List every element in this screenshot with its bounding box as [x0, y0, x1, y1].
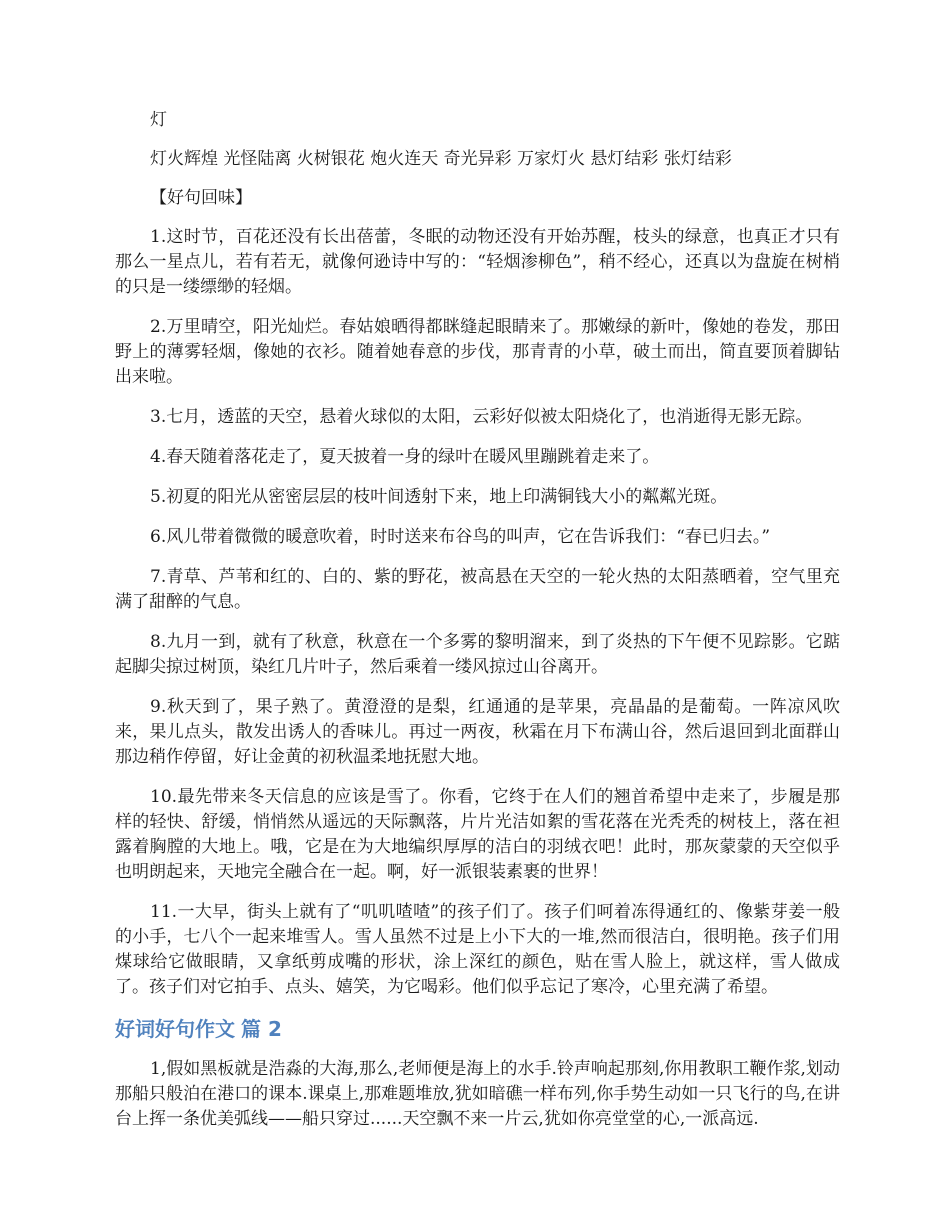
sentence-3: 3.七月，透蓝的天空，悬着火球似的太阳，云彩好似被太阳烧化了，也消逝得无影无踪。: [150, 407, 813, 427]
sentence-2: 2.万里晴空，阳光灿烂。春姑娘晒得都眯缝起眼睛来了。那嫩绿的新叶，像她的卷发，那田野上的薄雾轻烟，像她的衣衫。随着她春意的步伐，那青青的小草，破土而出，简直要顶着脚钻出来啦。: [115, 317, 840, 387]
section-2-heading: [115, 1015, 840, 1043]
sentence-7: 7.青草、芦苇和红的、白的、紫的野花，被高悬在天空的一轮火热的太阳蒸晒着，空气里充满了甜醉的气息。: [115, 567, 840, 612]
words-line: 灯火辉煌 光怪陆离 火树银花 炮火连天 奇光异彩 万家灯火 悬灯结彩 张灯结彩: [150, 149, 732, 169]
sentence-5: 5.初夏的阳光从密密层层的枝叶间透射下来，地上印满铜钱大小的粼粼光斑。: [150, 487, 728, 507]
sentence-1: 1.这时节，百花还没有长出蓓蕾，冬眠的动物还没有开始苏醒，枝头的绿意，也真正才只有那么一星点儿，若有若无，就像何逊诗中写的：“轻烟渗柳色”，稍不经心，还真以为盘旋在树梢的只是一缕缥缈的轻烟。: [115, 227, 840, 297]
section-2-paragraph: 1,假如黑板就是浩淼的大海,那么,老师便是海上的水手.铃声响起那刻,你用教职工鞭作浆,划动那船只般泊在港口的课本.课桌上,那难题堆放,犹如暗礁一样布列,你手势生动如一只飞行的鸟,在讲台上挥一条优美弧线——船只穿过......天空飘不来一片云,犹如你亮堂堂的心,一派高远.: [115, 1059, 840, 1129]
sentence-11: 11.一大早，街头上就有了“叽叽喳喳”的孩子们了。孩子们呵着冻得通红的、像紫芽姜一般的小手，七八个一起来堆雪人。雪人虽然不过是上小下大的一堆,然而很洁白，很明艳。孩子们用煤球给它做眼睛，又拿纸剪成嘴的形状，涂上深红的颜色，贴在雪人脸上，就这样，雪人做成了。孩子们对它拍手、点头、嬉笑，为它喝彩。他们似乎忘记了寒冷，心里充满了希望。: [115, 902, 840, 997]
sentence-4: 4.春天随着落花走了，夏天披着一身的绿叶在暖风里蹦跳着走来了。: [150, 447, 660, 467]
section-2-number: 篇 2: [241, 1017, 282, 1041]
sentence-9: 9.秋天到了，果子熟了。黄澄澄的是梨，红通通的是苹果，亮晶晶的是葡萄。一阵凉风吹来，果儿点头，散发出诱人的香味儿。再过一两夜，秋霜在月下布满山谷，然后退回到北面群山那边稍作停留，好让金黄的初秋温柔地抚慰大地。: [115, 697, 840, 767]
sentence-6: 6.风儿带着微微的暖意吹着，时时送来布谷鸟的叫声，它在告诉我们：“春已归去。”: [150, 527, 771, 547]
subheading-good-sentences: 【好句回味】: [150, 188, 252, 208]
section-2-title: 好词好句作文: [115, 1017, 235, 1041]
sentence-8: 8.九月一到，就有了秋意，秋意在一个多雾的黎明溜来，到了炎热的下午便不见踪影。它踮起脚尖掠过树顶，染红几片叶子，然后乘着一缕风掠过山谷离开。: [115, 632, 840, 677]
sentence-10: 10.最先带来冬天信息的应该是雪了。你看，它终于在人们的翘首希望中走来了，步履是那样的轻快、舒缓，悄悄然从遥远的天际飘落，片片光洁如絮的雪花落在光秃秃的树枝上，落在袒露着胸膛的大地上。哦，它是在为大地编织厚厚的洁白的羽绒衣吧！此时，那灰蒙蒙的天空似乎也明朗起来，天地完全融合在一起。啊，好一派银装素裹的世界！: [115, 787, 840, 882]
heading-char: 灯: [150, 110, 167, 130]
